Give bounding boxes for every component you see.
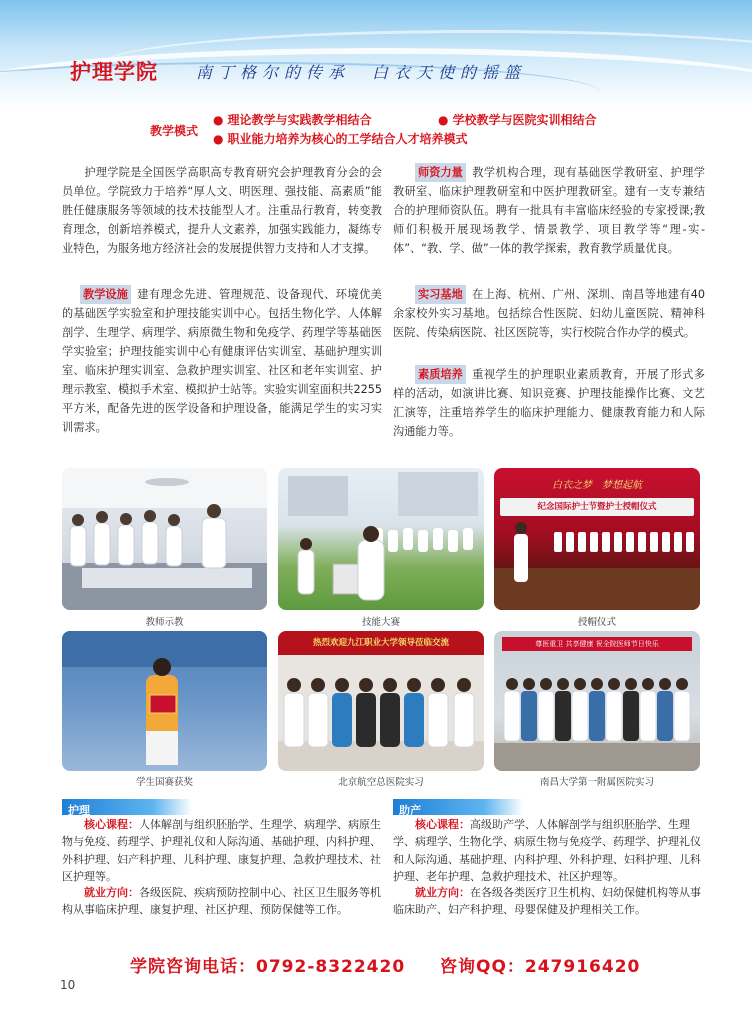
hospital-group-photo [494, 631, 700, 771]
internship-paragraph: 实习基地 在上海、杭州、广州、深圳、南昌等地建有40余家校外实习基地。包括综合性医院、妇幼儿童医院、精神科医院、传染病医院、社区医院等，实行校院合作办学的模式。 [393, 285, 705, 342]
teaching-mode-item: ● 职业能力培养为核心的工学结合人才培养模式 [213, 132, 468, 146]
page-title: 护理学院 [70, 60, 158, 84]
photo-caption: 授帽仪式 [577, 617, 616, 628]
award-student-illustration [62, 631, 267, 771]
photo-caption: 技能大赛 [361, 617, 400, 628]
group-illustration [494, 631, 700, 771]
consult-phone: 学院咨询电话：0792-8322420 [130, 957, 406, 977]
career-label: 就业方向： [415, 886, 470, 899]
photo-caption: 教师示教 [145, 617, 184, 628]
teaching-mode-label: 教学模式 [150, 124, 199, 138]
nursing-career: 就业方向：各级医院、疾病预防控制中心、社区卫生服务等机构从事临床护理、康复护理、社区护理、预防保健等工作。 [62, 886, 381, 917]
consult-qq: 咨询QQ：247916420 [440, 957, 641, 977]
bullet-icon: ● [213, 132, 224, 146]
teaching-mode-item: ● 学校教学与医院实训相结合 [438, 113, 597, 127]
faculty-label: 师资力量 [415, 163, 466, 182]
competition-photo [278, 468, 484, 610]
classroom-photo [62, 468, 267, 610]
major-bar-nursing [62, 799, 192, 815]
faculty-paragraph: 师资力量 教学机构合理，现有基础医学教研室、护理学教研室、临床护理教研室和中医护理教研室。建有一支专兼结合的护理师资队伍。聘有一批具有丰富临床经验的专家授课;教师们积极开展现场教学、情景教学、项目教学等“理-实-体”、“教、学、做”一体的教学探索，教育教学质量优良。 [393, 163, 705, 258]
bullet-icon: ● [213, 113, 224, 127]
teacher-demo-illustration [62, 468, 267, 610]
midwifery-core-courses: 核心课程：高级助产学、人体解剖学与组织胚胎学、生理学、病理学、生物化学、病原生物与免疫学、药理学、护理礼仪和人际沟通、基础护理、内科护理、外科护理、妇科护理、儿科护理、老年护理、急救护理技术、社区护理等。 [393, 818, 701, 884]
facilities-paragraph: 教学设施 建有理念先进、管理规范、设备现代、环境优美的基础医学实验室和护理技能实训中心。包括生物化学、人体解剖学、生理学、病理学、病原微生物和免疫学、药理学等基础医学实验室；护理技能实训中心有健康评估实训室、基础护理实训室、临床护理实训室、急救护理实训室、社区和老年实训室、护理示教室、模拟手术室、模拟护士站等。实验实训室面积共2255平方米，配备先进的医学设备和护理设备，能满足学生的实习实训需求。 [62, 285, 382, 437]
major-bar-midwifery [393, 799, 523, 815]
skills-competition-illustration [278, 468, 484, 610]
slogan: 南丁格尔的传承 白衣天使的摇篮 [196, 63, 527, 82]
group-illustration [278, 631, 484, 771]
ceremony-banner-text: 白衣之梦 梦想起航 [552, 480, 642, 491]
major-name: 助产 [399, 804, 421, 817]
facilities-label: 教学设施 [80, 285, 131, 304]
ceremony-stage-text: 纪念国际护士节暨护士授帽仪式 [500, 498, 694, 516]
major-name: 护理 [68, 804, 90, 817]
capping-ceremony-photo [494, 468, 700, 610]
internship-label: 实习基地 [415, 285, 466, 304]
photo-caption: 学生国赛获奖 [135, 777, 193, 788]
teaching-mode-item: ● 理论教学与实践教学相结合 [213, 113, 372, 127]
header-banner [0, 0, 752, 108]
hospital-group-photo [278, 631, 484, 771]
page-number: 10 [60, 978, 76, 992]
quality-label: 素质培养 [415, 365, 466, 384]
award-photo [62, 631, 267, 771]
nursing-core-courses: 核心课程：人体解剖与组织胚胎学、生理学、病理学、病原生物与免疫、药理学、护理礼仪和人际沟通、基础护理、内科护理、外科护理、妇产科护理、儿科护理、康复护理、急救护理技术、社区护理等。 [62, 818, 381, 884]
hospital-banner: 尊医重卫 共享健康 祝全院医师节日快乐 [502, 637, 692, 651]
photo-caption: 南昌大学第一附属医院实习 [539, 777, 654, 788]
ceremony-illustration [494, 468, 700, 610]
core-courses-label: 核心课程： [84, 818, 139, 831]
intro-paragraph: 护理学院是全国医学高职高专教育研究会护理教育分会的会员单位。学院致力于培养“厚人文、明医理、强技能、高素质”能胜任健康服务等领域的技术技能型人才。注重品行教育，转变教育理念，创新培养模式，提升人文素养，加强实践能力，凝练专业特色，为服务地方经济社会的发展提供智力支持和人才支撑。 [62, 166, 382, 255]
core-courses-label: 核心课程： [415, 818, 470, 831]
bullet-icon: ● [438, 113, 449, 127]
welcome-banner: 热烈欢迎九江职业大学领导莅临交流 [278, 631, 484, 655]
photo-caption: 北京航空总医院实习 [338, 777, 424, 788]
quality-paragraph: 素质培养 重视学生的护理职业素质教育，开展了形式多样的活动，如演讲比赛、知识竞赛、护理技能操作比赛、文艺汇演等，注重培养学生的临床护理能力、健康教育能力和人际沟通能力等。 [393, 365, 705, 441]
midwifery-career: 就业方向：在各级各类医疗卫生机构、妇幼保健机构等从事临床助产、妇产科护理、母婴保健及护理相关工作。 [393, 886, 701, 917]
career-label: 就业方向： [84, 886, 139, 899]
